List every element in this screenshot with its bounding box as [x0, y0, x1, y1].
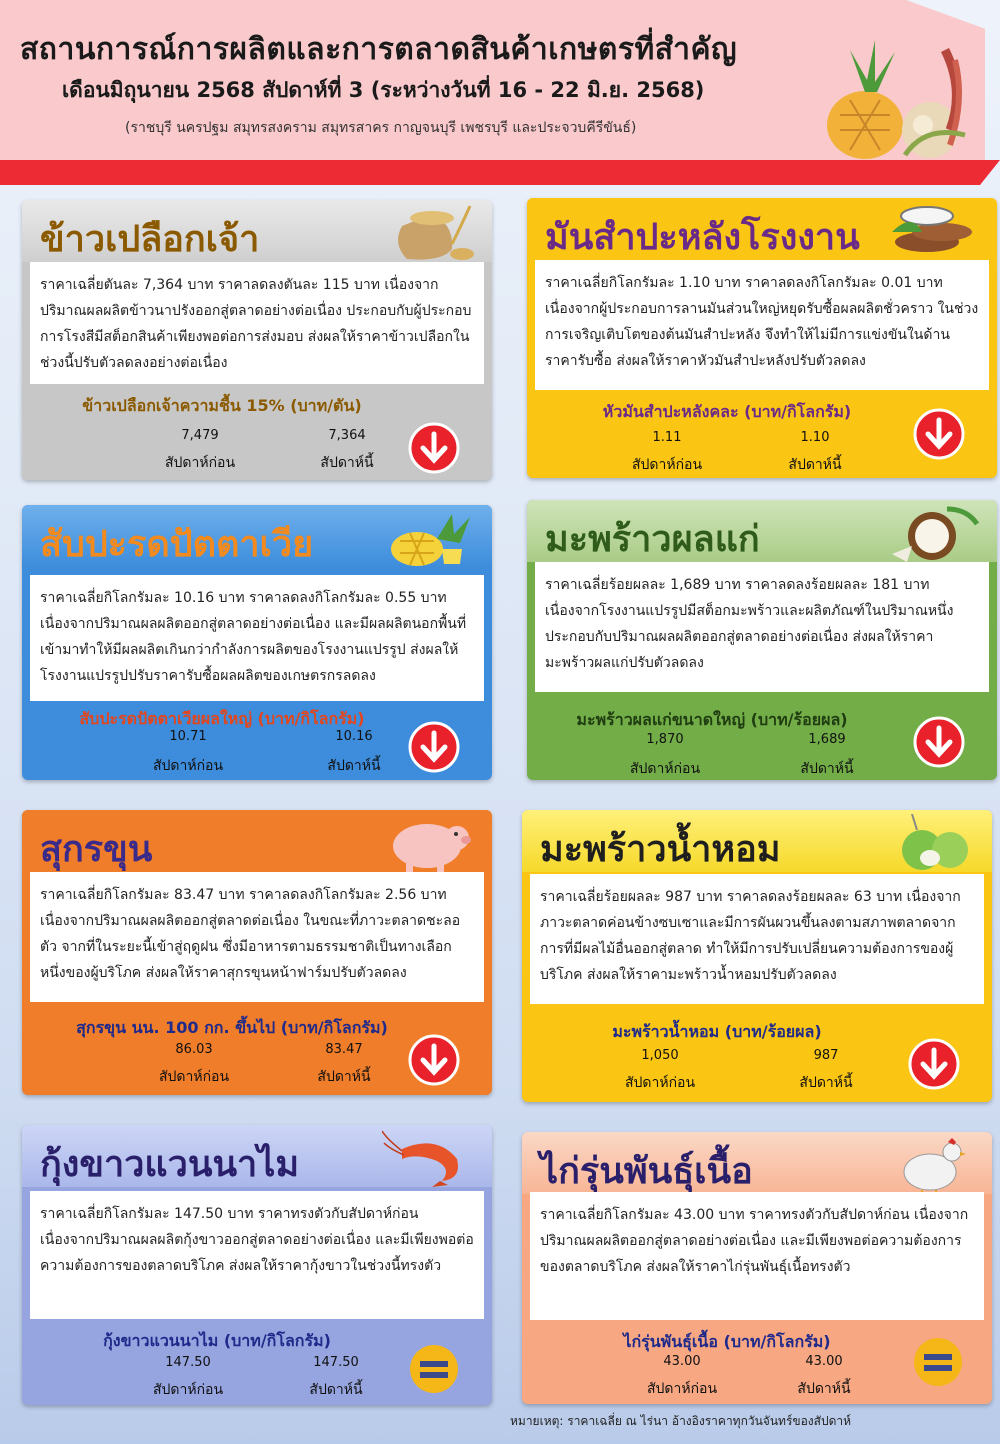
- province-list: (ราชบุรี นครปฐม สมุทรสงคราม สมุทรสาคร กาญจนบุรี เพชรบุรี และประจวบคีรีขันธ์): [125, 120, 637, 136]
- this-week-label: สัปดาห์นี้: [309, 1382, 363, 1398]
- this-week-price: 987: [813, 1048, 839, 1063]
- prev-week-label: สัปดาห์ก่อน: [646, 1381, 718, 1397]
- price-label: หัวมันสำปะหลังคละ (บาท/กิโลกรัม): [602, 402, 852, 421]
- price-label: สับปะรดปัตตาเวียผลใหญ่ (บาท/กิโลกรัม): [79, 709, 365, 728]
- card-description: ราคาเฉลี่ยกิโลกรัมละ 43.00 บาท ราคาทรงตัวกับสัปดาห์ก่อน เนื่องจากปริมาณผลผลิตออกสู่ตลาดอย่างต่อเนื่อง และมีเพียงพอต่อความต้องการของตลาดบริโภค ส่งผลให้ราคาไก่รุ่นพันธุ์เนื้อทรงตัว: [530, 1192, 984, 1320]
- down-arrow-icon: [408, 721, 460, 773]
- this-week-price: 43.00: [805, 1354, 843, 1369]
- price-panel: [22, 384, 492, 480]
- this-week-label: สัปดาห์นี้: [327, 758, 381, 774]
- cassava-icon: [887, 202, 979, 260]
- price-label: มะพร้าวน้ำหอม (บาท/ร้อยผล): [612, 1022, 822, 1041]
- down-arrow-icon: [908, 1038, 960, 1090]
- prev-week-label: สัปดาห์ก่อน: [164, 455, 236, 471]
- price-panel: [22, 701, 492, 780]
- card-description: ราคาเฉลี่ยกิโลกรัมละ 147.50 บาท ราคาทรงตัวกับสัปดาห์ก่อน เนื่องจากปริมาณผลผลิตกุ้งขาวออกสู่ตลาดอย่างต่อเนื่อง และมีเพียงพอต่อความต้องการของตลาดบริโภค ส่งผลให้ราคากุ้งขาวในช่วงนี้ทรงตัว: [30, 1191, 484, 1319]
- page-subtitle: เดือนมิถุนายน 2568 สัปดาห์ที่ 3 (ระหว่างวันที่ 16 - 22 มิ.ย. 2568): [62, 78, 705, 102]
- rice-sack-icon: [382, 204, 474, 262]
- this-week-label: สัปดาห์นี้: [317, 1069, 371, 1085]
- equal-sign-icon: [408, 1343, 460, 1395]
- price-panel: [522, 1010, 992, 1102]
- young-coconut-icon: [882, 814, 974, 872]
- this-week-label: สัปดาห์นี้: [320, 455, 374, 471]
- prev-week-label: สัปดาห์ก่อน: [629, 761, 701, 777]
- price-label: ข้าวเปลือกเจ้าความชื้น 15% (บาท/ตัน): [82, 396, 362, 415]
- prev-week-price: 1,870: [646, 732, 684, 747]
- card-description: ราคาเฉลี่ยร้อยผลละ 987 บาท ราคาลดลงร้อยผลละ 63 บาท เนื่องจากภาวะตลาดค่อนข้างซบเซาและมีการผันผวนขึ้นลงตามสภาพตลาดจากการที่มีผลไม้อื่นออกสู่ตลาด ทำให้มีการปรับเปลี่ยนความต้องการของผู้บริโภค ส่งผลให้ราคามะพร้าวน้ำหอมปรับตัวลดลง: [530, 874, 984, 1004]
- pig-icon: [382, 814, 474, 872]
- this-week-price: 10.16: [335, 729, 373, 744]
- price-panel: [22, 1319, 492, 1405]
- price-label: กุ้งขาวแวนนาไม (บาท/กิโลกรัม): [103, 1331, 331, 1350]
- card-broiler-chicken: [522, 1132, 992, 1404]
- card-title: ไก่รุ่นพันธุ์เนื้อ: [540, 1151, 753, 1192]
- shrimp-icon: [382, 1129, 474, 1187]
- card-title: ข้าวเปลือกเจ้า: [40, 219, 260, 260]
- prev-week-price: 1,050: [641, 1048, 679, 1063]
- prev-week-label: สัปดาห์ก่อน: [158, 1069, 230, 1085]
- down-arrow-icon: [913, 408, 965, 460]
- prev-week-price: 86.03: [175, 1042, 213, 1057]
- prev-week-price: 10.71: [169, 729, 207, 744]
- card-aromatic-coconut: [522, 810, 992, 1102]
- prev-week-price: 147.50: [165, 1355, 211, 1370]
- price-panel: [522, 1320, 992, 1404]
- prev-week-label: สัปดาห์ก่อน: [152, 758, 224, 774]
- prev-week-price: 1.11: [652, 430, 682, 445]
- card-cassava: [527, 198, 997, 478]
- pineapple-icon: [382, 509, 474, 567]
- down-arrow-icon: [408, 1034, 460, 1086]
- card-title: มะพร้าวผลแก่: [545, 519, 760, 560]
- chicken-icon: [882, 1136, 974, 1194]
- card-description: ราคาเฉลี่ยกิโลกรัมละ 1.10 บาท ราคาลดลงกิโลกรัมละ 0.01 บาท เนื่องจากผู้ประกอบการลานมันส่วนใหญ่หยุดรับซื้อผลผลิตชั่วคราว ในช่วงการเจริญเติบโตของต้นมันสำปะหลัง จึงทำให้ไม่มีการแข่งขันในด้านราคารับซื้อ ส่งผลให้ราคาหัวมันสำปะหลังปรับตัวลดลง: [535, 260, 989, 390]
- prev-week-label: สัปดาห์ก่อน: [624, 1075, 696, 1091]
- card-description: ราคาเฉลี่ยร้อยผลละ 1,689 บาท ราคาลดลงร้อยผลละ 181 บาท เนื่องจากโรงงานแปรรูปมีสต็อกมะพร้าวและผลิตภัณฑ์ในปริมาณหนึ่ง ประกอบกับปริมาณผลผลิตออกสู่ตลาดอย่างต่อเนื่อง ส่งผลให้ราคามะพร้าวผลแก่ปรับตัวลดลง: [535, 562, 989, 692]
- price-panel: [527, 390, 997, 478]
- this-week-price: 1.10: [800, 430, 830, 445]
- this-week-price: 83.47: [325, 1042, 363, 1057]
- down-arrow-icon: [913, 716, 965, 768]
- prev-week-label: สัปดาห์ก่อน: [631, 457, 703, 473]
- equal-sign-icon: [912, 1336, 964, 1388]
- prev-week-price: 7,479: [181, 428, 219, 443]
- price-panel: [527, 698, 997, 780]
- card-title: มะพร้าวน้ำหอม: [540, 829, 781, 870]
- prev-week-label: สัปดาห์ก่อน: [152, 1382, 224, 1398]
- this-week-price: 1,689: [808, 732, 846, 747]
- card-pineapple: [22, 505, 492, 780]
- card-description: ราคาเฉลี่ยกิโลกรัมละ 10.16 บาท ราคาลดลงกิโลกรัมละ 0.55 บาท เนื่องจากปริมาณผลผลิตออกสู่ตลาดอย่างต่อเนื่อง และมีผลผลิตนอกพื้นที่เข้ามาทำให้มีผลผลิตเกินกว่ากำลังการผลิตของโรงงานแปรรูป ส่งผลให้โรงงานแปรรูปปรับราคารับซื้อผลผลิตของเกษตรกรลดลง: [30, 575, 484, 701]
- card-description: ราคาเฉลี่ยตันละ 7,364 บาท ราคาลดลงตันละ 115 บาท เนื่องจากปริมาณผลผลิตข้าวนาปรังออกสู่ตลาดอย่างต่อเนื่อง ประกอบกับผู้ประกอบการโรงสีมีสต็อกสินค้าเพียงพอต่อการส่งมอบ ส่งผลให้ราคาข้าวเปลือกในช่วงนี้ปรับตัวลดลงอย่างต่อเนื่อง: [30, 262, 484, 384]
- this-week-label: สัปดาห์นี้: [799, 1075, 853, 1091]
- card-title: สุกรขุน: [40, 829, 153, 870]
- card-title: สับปะรดปัตตาเวีย: [40, 524, 314, 565]
- price-label: มะพร้าวผลแก่ขนาดใหญ่ (บาท/ร้อยผล): [576, 710, 848, 729]
- card-paddy-rice: [22, 200, 492, 480]
- card-title: มันสำปะหลังโรงงาน: [545, 217, 860, 258]
- page-title: สถานการณ์การผลิตและการตลาดสินค้าเกษตรที่สำคัญ: [20, 32, 738, 67]
- card-white-shrimp: [22, 1125, 492, 1405]
- card-mature-coconut: [527, 500, 997, 780]
- price-label: สุกรขุน นน. 100 กก. ขึ้นไป (บาท/กิโลกรัม): [76, 1018, 388, 1037]
- this-week-label: สัปดาห์นี้: [788, 457, 842, 473]
- this-week-label: สัปดาห์นี้: [800, 761, 854, 777]
- this-week-price: 7,364: [328, 428, 366, 443]
- this-week-price: 147.50: [313, 1355, 359, 1370]
- this-week-label: สัปดาห์นี้: [797, 1381, 851, 1397]
- card-fattening-pig: [22, 810, 492, 1095]
- prev-week-price: 43.00: [663, 1354, 701, 1369]
- card-title: กุ้งขาวแวนนาไม: [40, 1144, 300, 1185]
- down-arrow-icon: [408, 422, 460, 474]
- price-panel: [22, 1006, 492, 1095]
- price-label: ไก่รุ่นพันธุ์เนื้อ (บาท/กิโลกรัม): [623, 1332, 831, 1351]
- footnote: หมายเหตุ: ราคาเฉลี่ย ณ ไร่นา อ้างอิงราคาทุกวันจันทร์ของสัปดาห์: [510, 1414, 852, 1428]
- coconut-icon: [887, 504, 979, 562]
- card-description: ราคาเฉลี่ยกิโลกรัมละ 83.47 บาท ราคาลดลงกิโลกรัมละ 2.56 บาท เนื่องจากปริมาณผลผลิตออกสู่ตลาดต่อเนื่อง ในขณะที่ภาวะตลาดชะลอตัว จากที่ในระยะนี้เข้าสู่ฤดูฝน ซึ่งมีอาหารตามธรรมชาติเป็นทางเลือกหนึ่งของผู้บริโภค ส่งผลให้ราคาสุกรขุนหน้าฟาร์มปรับตัวลดลง: [30, 872, 484, 1002]
- header: [0, 0, 1000, 185]
- produce-illustration-icon: [805, 30, 980, 165]
